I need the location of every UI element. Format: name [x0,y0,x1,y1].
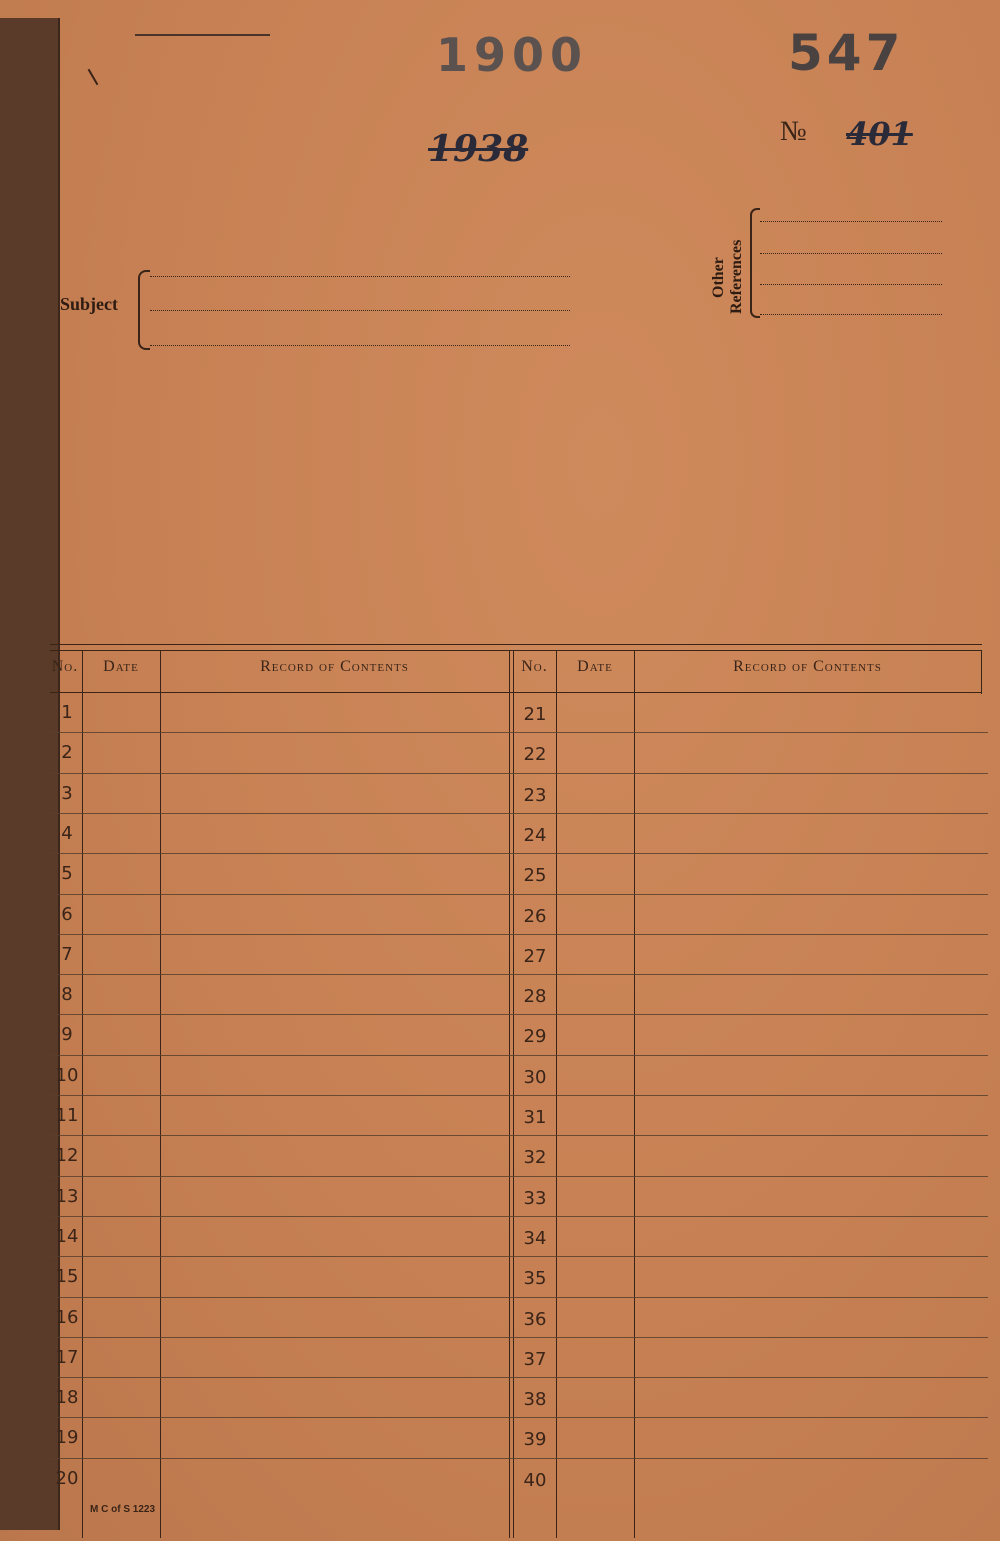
row-number-right: 32 [523,1147,547,1169]
row-number-right: 40 [523,1469,547,1491]
row-number-left: 6 [61,903,73,925]
other-ref-line-4[interactable] [760,314,942,315]
subject-line-1[interactable] [150,276,570,277]
row-number-right: 33 [523,1187,547,1209]
other-label-line1: Other [710,257,727,298]
table-row-line [50,773,988,774]
row-number-left: 18 [55,1387,79,1409]
row-number-left: 4 [61,822,73,844]
header-record-left: Record of Contents [260,658,409,675]
row-number-left: 16 [55,1306,79,1328]
header-date-right: Date [577,658,613,675]
table-row-line [50,1095,988,1096]
row-number-left: 5 [61,863,73,885]
printer-mark: M C of S 1223 [90,1504,156,1515]
row-number-right: 31 [523,1107,547,1128]
row-number-right: 25 [523,865,547,887]
row-number-left: 11 [55,1105,79,1126]
stamped-number: 547 [788,24,905,82]
row-number-right: 28 [523,986,547,1008]
col-divider [509,650,510,1538]
row-number-right: 38 [523,1389,547,1411]
subject-brace [138,270,150,350]
table-row-line [50,1417,988,1418]
col-divider [981,650,982,694]
table-row-line [50,974,988,975]
table-row-line [50,1135,988,1136]
row-number-right: 27 [523,945,547,967]
row-number-right: 26 [523,905,547,927]
row-number-left: 7 [61,943,73,965]
row-number-right: 34 [523,1227,547,1249]
row-number-right: 36 [523,1308,547,1330]
table-row-line [50,1256,988,1257]
row-number-right: 30 [523,1066,547,1088]
header-no-right: No. [521,658,548,675]
other-references-label [708,210,752,314]
row-number-left: 9 [61,1024,73,1046]
subject-line-2[interactable] [150,310,570,311]
row-number-left: 2 [61,742,73,764]
header-bottom-rule [50,692,982,693]
row-number-left: 17 [55,1346,79,1368]
table-row-line [50,1458,988,1459]
table-row-line [50,853,988,854]
handwritten-year: 1938 [428,128,529,170]
table-row-line [50,1377,988,1378]
row-number-left: 13 [55,1185,79,1207]
subject-label: Subject [60,294,118,314]
col-divider [634,650,635,1538]
header-date-left: Date [103,658,139,675]
table-row-line [50,1216,988,1217]
table-row-line [50,1297,988,1298]
handwritten-file-number: 401 [846,115,913,153]
row-number-left: 12 [55,1145,79,1167]
row-number-left: 1 [61,702,73,723]
row-number-right: 22 [523,744,547,766]
table-row-line [50,1014,988,1015]
other-label-line2: References [728,239,745,314]
row-number-right: 23 [523,784,547,806]
col-divider [160,650,161,1538]
col-divider [513,650,514,1538]
tick-mark [88,69,99,86]
subject-line-3[interactable] [150,345,570,346]
other-ref-line-2[interactable] [760,253,942,254]
row-number-right: 35 [523,1268,547,1290]
row-number-left: 20 [55,1467,79,1489]
other-ref-line-1[interactable] [760,221,942,222]
table-top-rule [50,644,982,645]
col-divider [556,650,557,1538]
header-no-left: No. [51,658,79,675]
header-record-right: Record of Contents [733,658,882,675]
table-row-line [50,732,988,733]
table-row-line [50,934,988,935]
cover-spine [0,18,60,1530]
row-number-right: 37 [523,1348,547,1370]
row-number-left: 3 [61,782,73,804]
row-number-left: 14 [55,1225,79,1247]
col-divider [82,650,83,1538]
table-row-line [50,894,988,895]
row-number-right: 24 [523,824,547,846]
other-ref-line-3[interactable] [760,284,942,285]
table-row-line [50,1055,988,1056]
stamped-year: 1900 [436,28,589,82]
row-number-left: 10 [55,1064,79,1086]
table-row-line [50,813,988,814]
row-number-right: 39 [523,1429,547,1451]
table-row-line [50,1337,988,1338]
row-number-left: 19 [55,1427,79,1449]
row-number-right: 29 [523,1026,547,1048]
number-label: № [780,116,807,147]
other-references-brace [750,208,760,318]
row-number-right: 21 [523,704,547,725]
table-top-rule-inner [50,650,982,651]
table-row-line [50,1176,988,1177]
row-number-left: 8 [61,984,73,1006]
top-rule [135,34,270,36]
row-number-left: 15 [55,1266,79,1288]
